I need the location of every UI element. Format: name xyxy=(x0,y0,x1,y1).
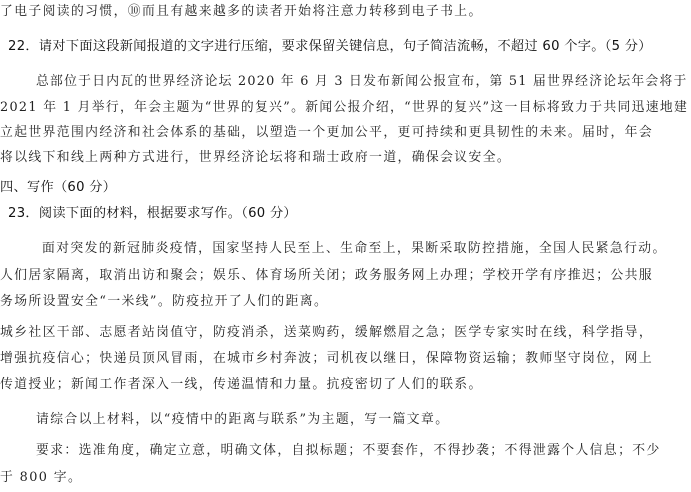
writing-instruction: 请综合以上材料，以“疫情中的距离与联系”为主题，写一篇文章。 xyxy=(36,412,450,427)
question-22-prompt: 22．请对下面这段新闻报道的文字进行压缩，要求保留关键信息，句子简洁流畅，不超过 60 个字。（5 分） xyxy=(8,39,652,54)
material-paragraph-1-line-1: 面对突发的新冠肺炎疫情，国家坚持人民至上、生命至上，果断采取防控措施，全国人民紧急行动。 xyxy=(42,241,667,256)
news-paragraph-line-3: 立起世界范围内经济和社会体系的基础，以塑造一个更加公平，更可持续和更具韧性的未来。届时，年会 xyxy=(0,125,654,140)
writing-requirements-line-1: 要求：选准角度，确定立意，明确文体，自拟标题；不要套作，不得抄袭；不得泄露个人信息；不少 xyxy=(36,443,661,458)
material-paragraph-2-line-2: 增强抗疫信心；快递员顶风冒雨，在城市乡村奔波；司机夜以继日，保障物资运输；教师坚守岗位，网上 xyxy=(0,351,654,366)
material-paragraph-2-line-1: 城乡社区干部、志愿者站岗值守，防疫消杀，送菜购药，缓解燃眉之急；医学专家实时在线，科学指导， xyxy=(0,325,654,340)
writing-requirements-line-2: 于 800 字。 xyxy=(0,470,83,485)
news-paragraph-line-4: 将以线下和线上两种方式进行，世界经济论坛将和瑞士政府一道，确保会议安全。 xyxy=(0,150,512,165)
material-paragraph-1-line-3: 务场所设置安全“一米线”。防疫拉开了人们的距离。 xyxy=(0,294,329,309)
material-paragraph-1-line-2: 人们居家隔离，取消出访和聚会；娱乐、体育场所关闭；政务服务网上办理；学校开学有序推迟；公共服 xyxy=(0,268,654,283)
section-heading-writing: 四、写作（60 分） xyxy=(0,180,117,195)
news-paragraph-line-2: 2021 年 1 月举行，年会主题为“世界的复兴”。新闻公报介绍，“世界的复兴”这一目标将致力于共同迅速地建 xyxy=(0,100,689,115)
news-paragraph-line-1: 总部位于日内瓦的世界经济论坛 2020 年 6 月 3 日发布新闻公报宣布，第 51 届世界经济论坛年会将于 xyxy=(36,74,688,89)
material-paragraph-2-line-3: 传道授业；新闻工作者深入一线，传递温情和力量。抗疫密切了人们的联系。 xyxy=(0,377,483,392)
passage-line-1: 了电子阅读的习惯，⑩而且有越来越多的读者开始将注意力转移到电子书上。 xyxy=(0,4,483,19)
question-23-prompt: 23．阅读下面的材料，根据要求写作。（60 分） xyxy=(8,206,297,221)
